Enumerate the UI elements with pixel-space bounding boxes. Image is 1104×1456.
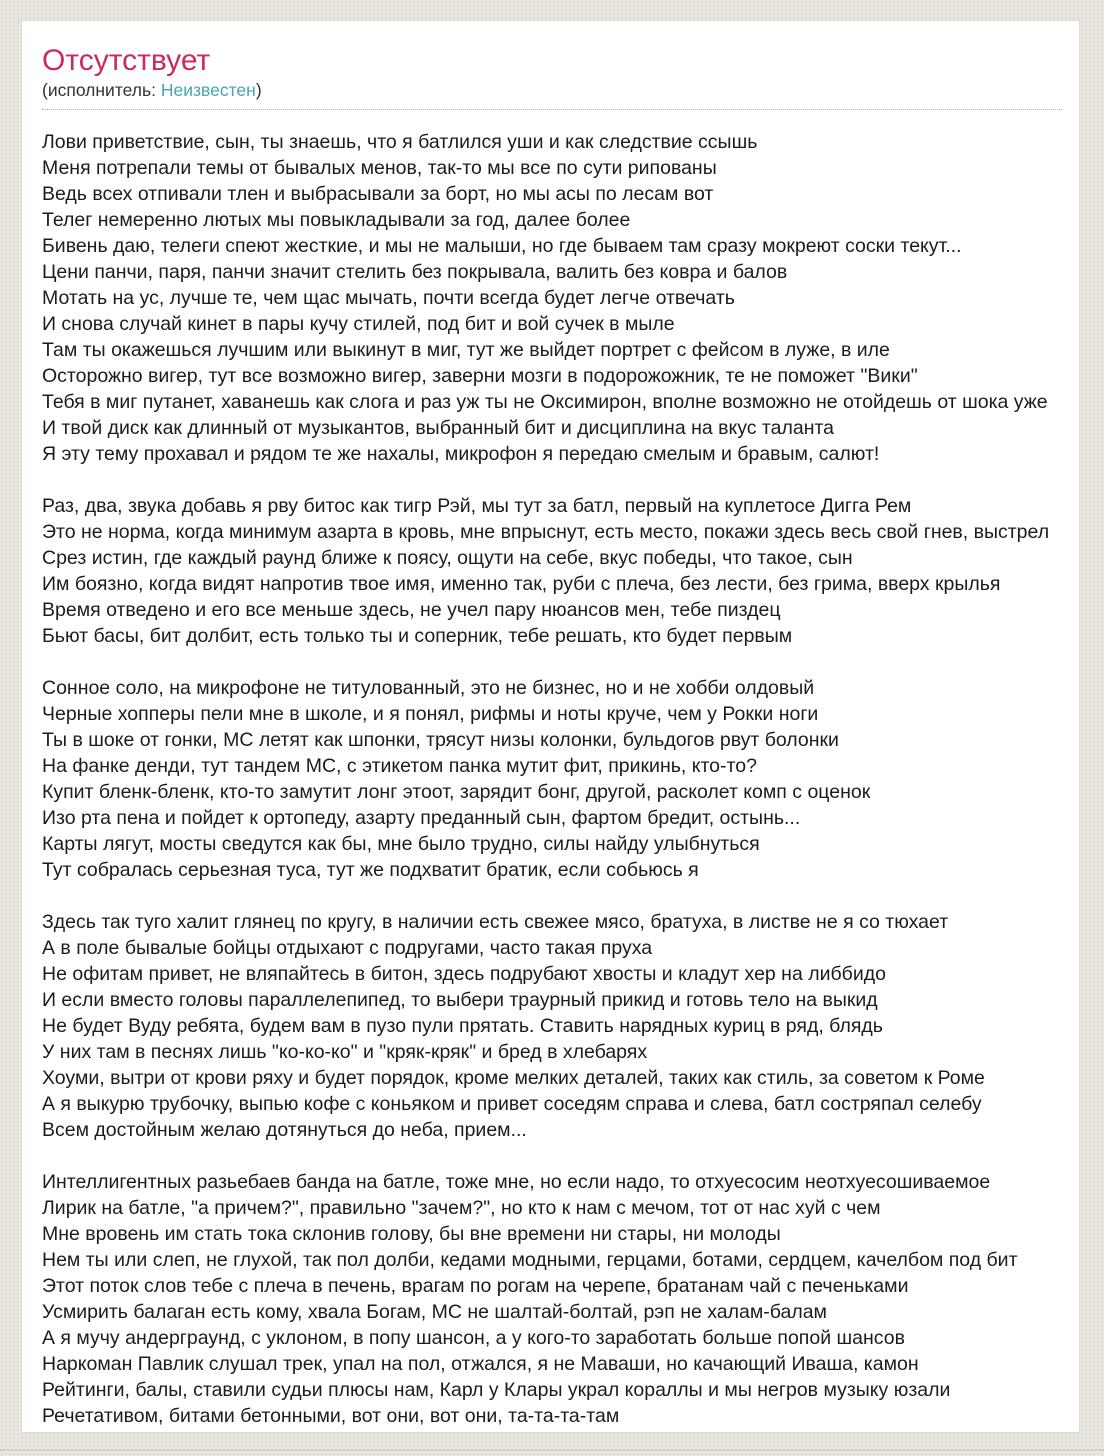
lyric-line: Усмирить балаган есть кому, хвала Богам, МС не шалтай-болтай, рэп не халам-балам [42,1301,827,1323]
lyric-line: А я выкурю трубочку, выпью кофе с коньяком и привет соседям справа и слева, батл состряпал селебу [42,1093,982,1115]
artist-link[interactable]: Неизвестен [160,80,256,100]
song-header [42,45,1062,110]
lyric-line: Раз, два, звука добавь я рву битос как тигр Рэй, мы тут за батл, первый на куплетосе Дигга Рем [42,495,912,517]
lyric-line: Хоуми, вытри от крови ряху и будет порядок, кроме мелких деталей, таких как стиль, за советом к Роме [42,1067,985,1089]
stanza [42,909,1062,1143]
lyrics-text [42,129,1062,1429]
lyric-line: Срез истин, где каждый раунд ближе к поясу, ощути на себе, вкус победы, что такое, сын [42,547,853,569]
stanza [42,493,1062,649]
lyric-line: Время отведено и его все меньше здесь, не учел пару нюансов мен, тебе пиздец [42,599,781,621]
lyric-line: Там ты окажешься лучшим или выкинут в миг, тут же выйдет портрет с фейсом в луже, в иле [42,339,890,361]
lyric-line: Лови приветствие, сын, ты знаешь, что я батлился уши и как следствие ссышь [42,131,758,153]
artist-line [42,80,1062,100]
lyric-line: Наркоман Павлик слушал трек, упал на пол, отжался, я не Маваши, но качающий Иваша, камон [42,1353,919,1375]
lyric-line: Здесь так туго халит глянец по кругу, в наличии есть свежее мясо, братуха, в листве не я со тюхает [42,911,949,933]
lyric-line: Ты в шоке от гонки, МС летят как шпонки, трясут низы колонки, бульдогов рвут болонки [42,729,839,751]
lyric-line: Изо рта пена и пойдет к ортопеду, азарту преданный сын, фартом бредит, остынь... [42,807,801,829]
lyric-line: Бьют басы, бит долбит, есть только ты и соперник, тебе решать, кто будет первым [42,625,793,647]
lyric-line: Лирик на батле, "а причем?", правильно "зачем?", но кто к нам с мечом, тот от нас хуй с чем [42,1197,881,1219]
lyric-line: Бивень даю, телеги спеют жесткие, и мы не малыши, но где бываем там сразу мокреют соски текут... [42,235,962,257]
artist-label-prefix: (исполнитель: [42,80,161,100]
lyric-line: Речетативом, битами бетонными, вот они, вот они, та-та-та-там [42,1405,620,1427]
lyric-line: Меня потрепали темы от бывалых менов, так-то мы все по сути рипованы [42,157,717,179]
lyric-line: Тебя в миг путанет, хаванешь как слога и раз уж ты не Оксимирон, вполне возможно не отойдешь от шока уже [42,391,1048,413]
artist-label-suffix: ) [255,80,262,100]
lyric-line: Мотать на ус, лучше те, чем щас мычать, почти всегда будет легче отвечать [42,287,735,309]
lyric-line: Черные хопперы пели мне в школе, и я понял, рифмы и ноты круче, чем у Рокки ноги [42,703,819,725]
lyric-line: Нем ты или слеп, не глухой, так пол долби, кедами модными, герцами, ботами, сердцем, качелбом под бит [42,1249,1018,1271]
lyric-line: Мне вровень им стать тока склонив голову, бы вне времени ни стары, ни молоды [42,1223,781,1245]
stanza [42,129,1062,467]
lyric-line: Рейтинги, балы, ставили судьи плюсы нам, Карл у Клары украл кораллы и мы негров музыку юзали [42,1379,951,1401]
lyric-line: Им боязно, когда видят напротив твое имя, именно так, руби с плеча, без лести, без грима, вверх крылья [42,573,1001,595]
lyric-line: Тут собралась серьезная туса, тут же подхватит братик, если собьюсь я [42,859,699,881]
lyric-line: И снова случай кинет в пары кучу стилей, под бит и вой сучек в мыле [42,313,675,335]
lyric-line: У них там в песнях лишь "ко-ко-ко" и "кряк-кряк" и бред в хлебарях [42,1041,648,1063]
lyric-line: Не офитам привет, не вляпайтесь в битон, здесь подрубают хвосты и кладут хер на либбидо [42,963,886,985]
lyric-line: На фанке денди, тут тандем МС, с этикетом панка мутит фит, прикинь, кто-то? [42,755,757,777]
lyric-line: Интеллигентных разьебаев банда на батле, тоже мне, но если надо, то отхуесосим неотхуесошиваемое [42,1171,991,1193]
lyric-line: Карты лягут, мосты сведутся как бы, мне было трудно, силы найду улыбнуться [42,833,760,855]
bottom-dotted-divider [0,1449,1104,1451]
lyric-line: Цени панчи, паря, панчи значит стелить без покрывала, валить без ковра и балов [42,261,788,283]
lyric-line: Телег немеренно лютых мы повыкладывали за год, далее более [42,209,631,231]
lyric-line: Я эту тему прохавал и рядом те же нахалы, микрофон я передаю смелым и бравым, салют! [42,443,880,465]
lyric-line: Ведь всех отпивали тлен и выбрасывали за борт, но мы асы по лесам вот [42,183,714,205]
lyric-line: Всем достойным желаю дотянуться до неба, прием... [42,1119,527,1141]
lyric-line: Это не норма, когда минимум азарта в кровь, мне впрыснут, есть место, покажи здесь весь свой гнев, выстрел [42,521,1050,543]
stanza [42,1169,1062,1429]
lyric-line: И если вместо головы параллелепипед, то выбери траурный прикид и готовь тело на выкид [42,989,878,1011]
lyric-line: Этот поток слов тебе с плеча в печень, врагам по рогам на черепе, братанам чай с печеньками [42,1275,909,1297]
lyrics-card [21,20,1080,1433]
lyric-line: А в поле бывалые бойцы отдыхают с подругами, часто такая пруха [42,937,653,959]
lyric-line: И твой диск как длинный от музыкантов, выбранный бит и дисциплина на вкус таланта [42,417,835,439]
page-title: Отсутствует [42,44,211,77]
stanza [42,675,1062,883]
lyric-line: А я мучу андерграунд, с уклоном, в попу шансон, а у кого-то заработать больше попой шансов [42,1327,905,1349]
lyric-line: Купит бленк-бленк, кто-то замутит лонг этоот, зарядит бонг, другой, расколет комп с оценок [42,781,871,803]
lyric-line: Не будет Вуду ребята, будем вам в пузо пули прятать. Ставить нарядных куриц в ряд, блядь [42,1015,883,1037]
lyric-line: Сонное соло, на микрофоне не титулованный, это не бизнес, но и не хобби олдовый [42,677,815,699]
lyric-line: Осторожно вигер, тут все возможно вигер, заверни мозги в подорожожник, те не поможет "Вики" [42,365,918,387]
